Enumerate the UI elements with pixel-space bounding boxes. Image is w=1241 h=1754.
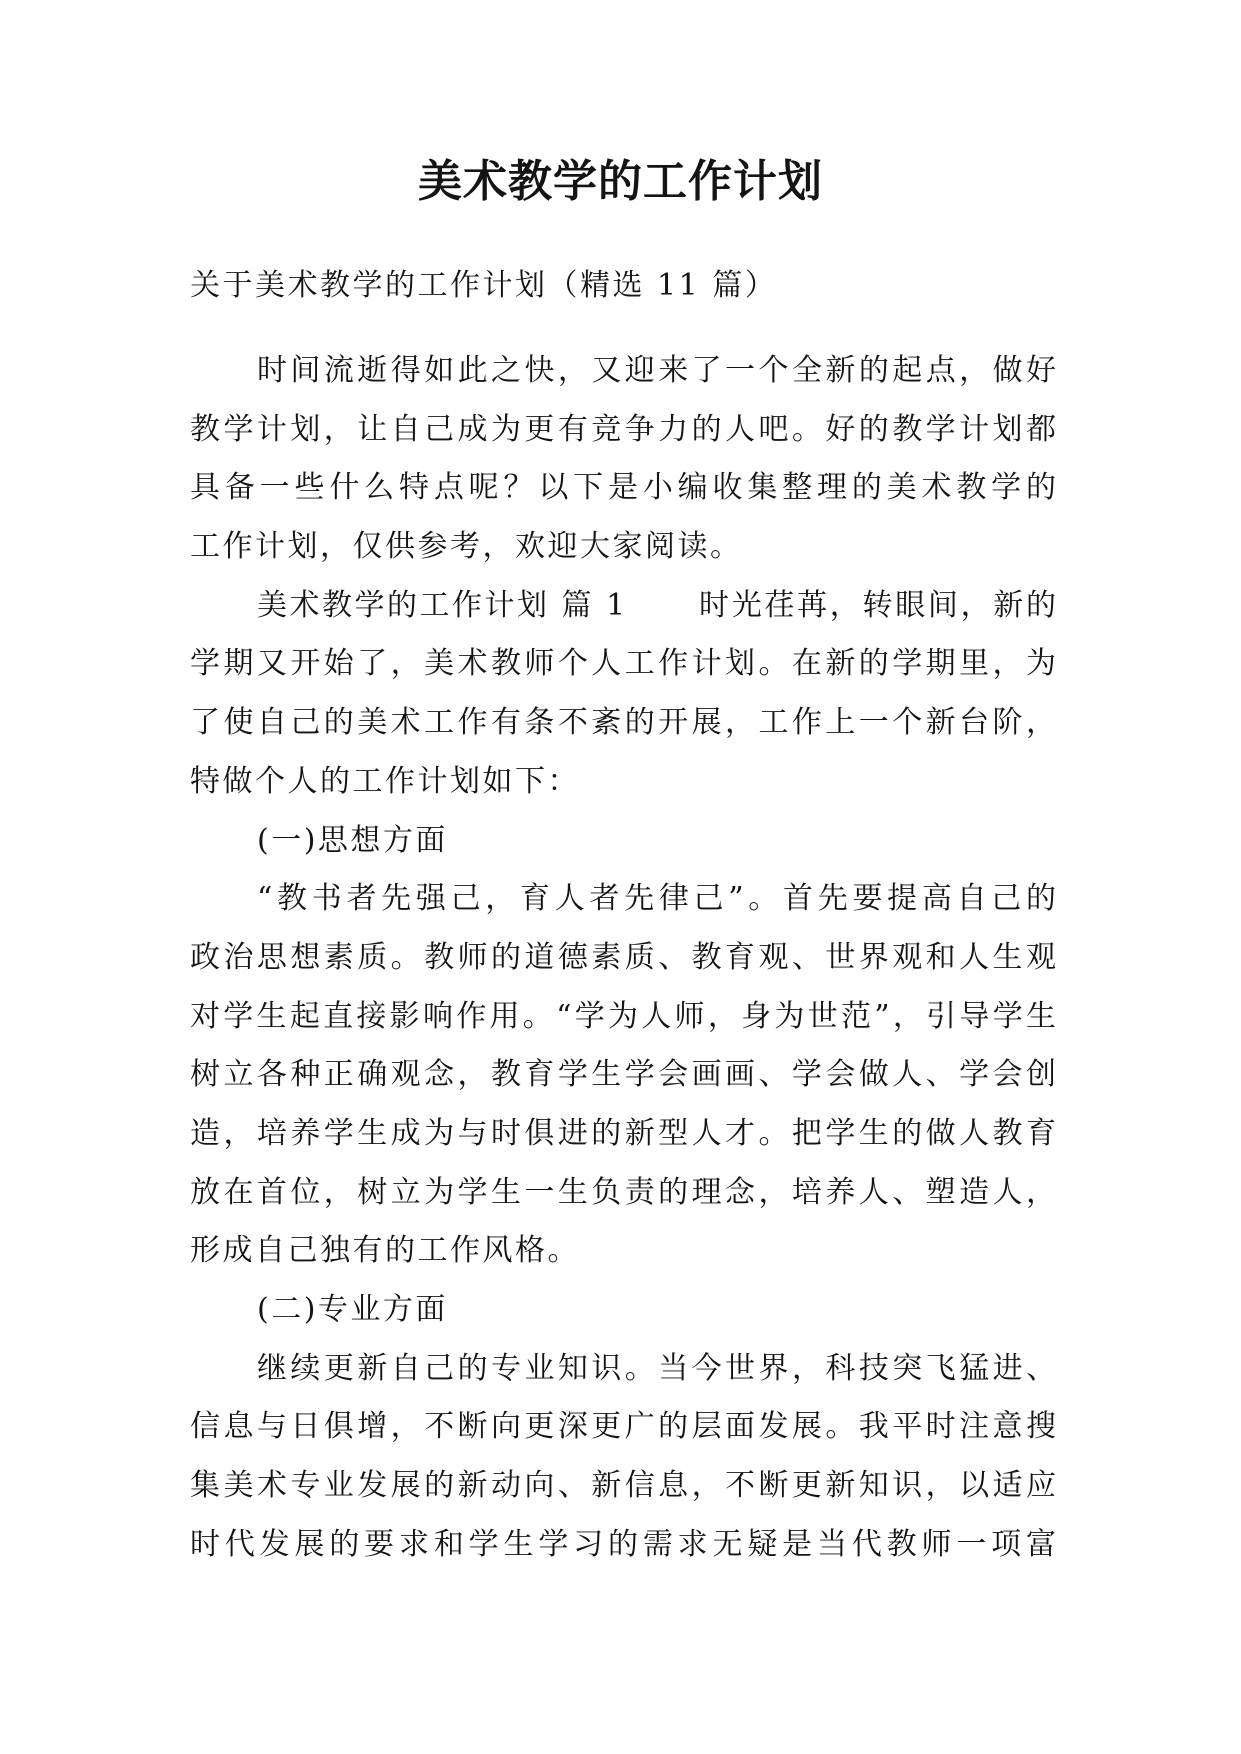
section-heading: (二)专业方面 bbox=[257, 1292, 448, 1327]
section-paragraph-line: 放在首位，树立为学生一生负责的理念，培养人、塑造人， bbox=[190, 1174, 1056, 1210]
article-paragraph-line: 特做个人的工作计划如下： bbox=[190, 763, 580, 799]
intro-line: 教学计划，让自己成为更有竞争力的人吧。好的教学计划都 bbox=[190, 411, 1056, 447]
article-paragraph-line: 学期又开始了，美术教师个人工作计划。在新的学期里，为 bbox=[190, 646, 1056, 682]
section-paragraph-line: 对学生起直接影响作用。“学为人师，身为世范”，引导学生 bbox=[190, 998, 1056, 1034]
section-paragraph-line: 形成自己独有的工作风格。 bbox=[190, 1233, 580, 1269]
section-heading: (一)思想方面 bbox=[257, 822, 448, 858]
article-paragraph-line: 时光荏苒，转眼间，新的 bbox=[699, 587, 1056, 623]
document-body bbox=[190, 342, 1056, 1574]
document-title: 美术教学的工作计划 bbox=[418, 156, 823, 207]
section-paragraph-line: 集美术专业发展的新动向、新信息，不断更新知识，以适应 bbox=[190, 1468, 1056, 1504]
article-heading-line bbox=[190, 577, 1056, 636]
intro-line: 具备一些什么特点呢？以下是小编收集整理的美术教学的 bbox=[190, 470, 1056, 506]
section-paragraph-line: 继续更新自己的专业知识。当今世界，科技突飞猛进、 bbox=[257, 1350, 1056, 1386]
section-paragraph-line: 造，培养学生成为与时俱进的新型人才。把学生的做人教育 bbox=[190, 1115, 1056, 1151]
section-paragraph-line: 信息与日俱增，不断向更深更广的层面发展。我平时注意搜 bbox=[190, 1409, 1056, 1445]
document-subtitle: 关于美术教学的工作计划（精选 11 篇） bbox=[190, 268, 778, 303]
article-paragraph-line: 了使自己的美术工作有条不紊的开展，工作上一个新台阶， bbox=[190, 705, 1056, 741]
section-paragraph-line: 树立各种正确观念，教育学生学会画画、学会做人、学会创 bbox=[190, 1057, 1056, 1093]
intro-line: 时间流逝得如此之快，又迎来了一个全新的起点，做好 bbox=[257, 353, 1056, 388]
section-paragraph-line: 政治思想素质。教师的道德素质、教育观、世界观和人生观 bbox=[190, 939, 1056, 975]
intro-line: 工作计划，仅供参考，欢迎大家阅读。 bbox=[190, 529, 743, 565]
section-paragraph-line: “教书者先强己，育人者先律己”。首先要提高自己的 bbox=[257, 881, 1056, 917]
article-heading: 美术教学的工作计划 篇 1 bbox=[257, 587, 628, 623]
section-paragraph-line: 时代发展的要求和学生学习的需求无疑是当代教师一项富 bbox=[190, 1526, 1056, 1562]
